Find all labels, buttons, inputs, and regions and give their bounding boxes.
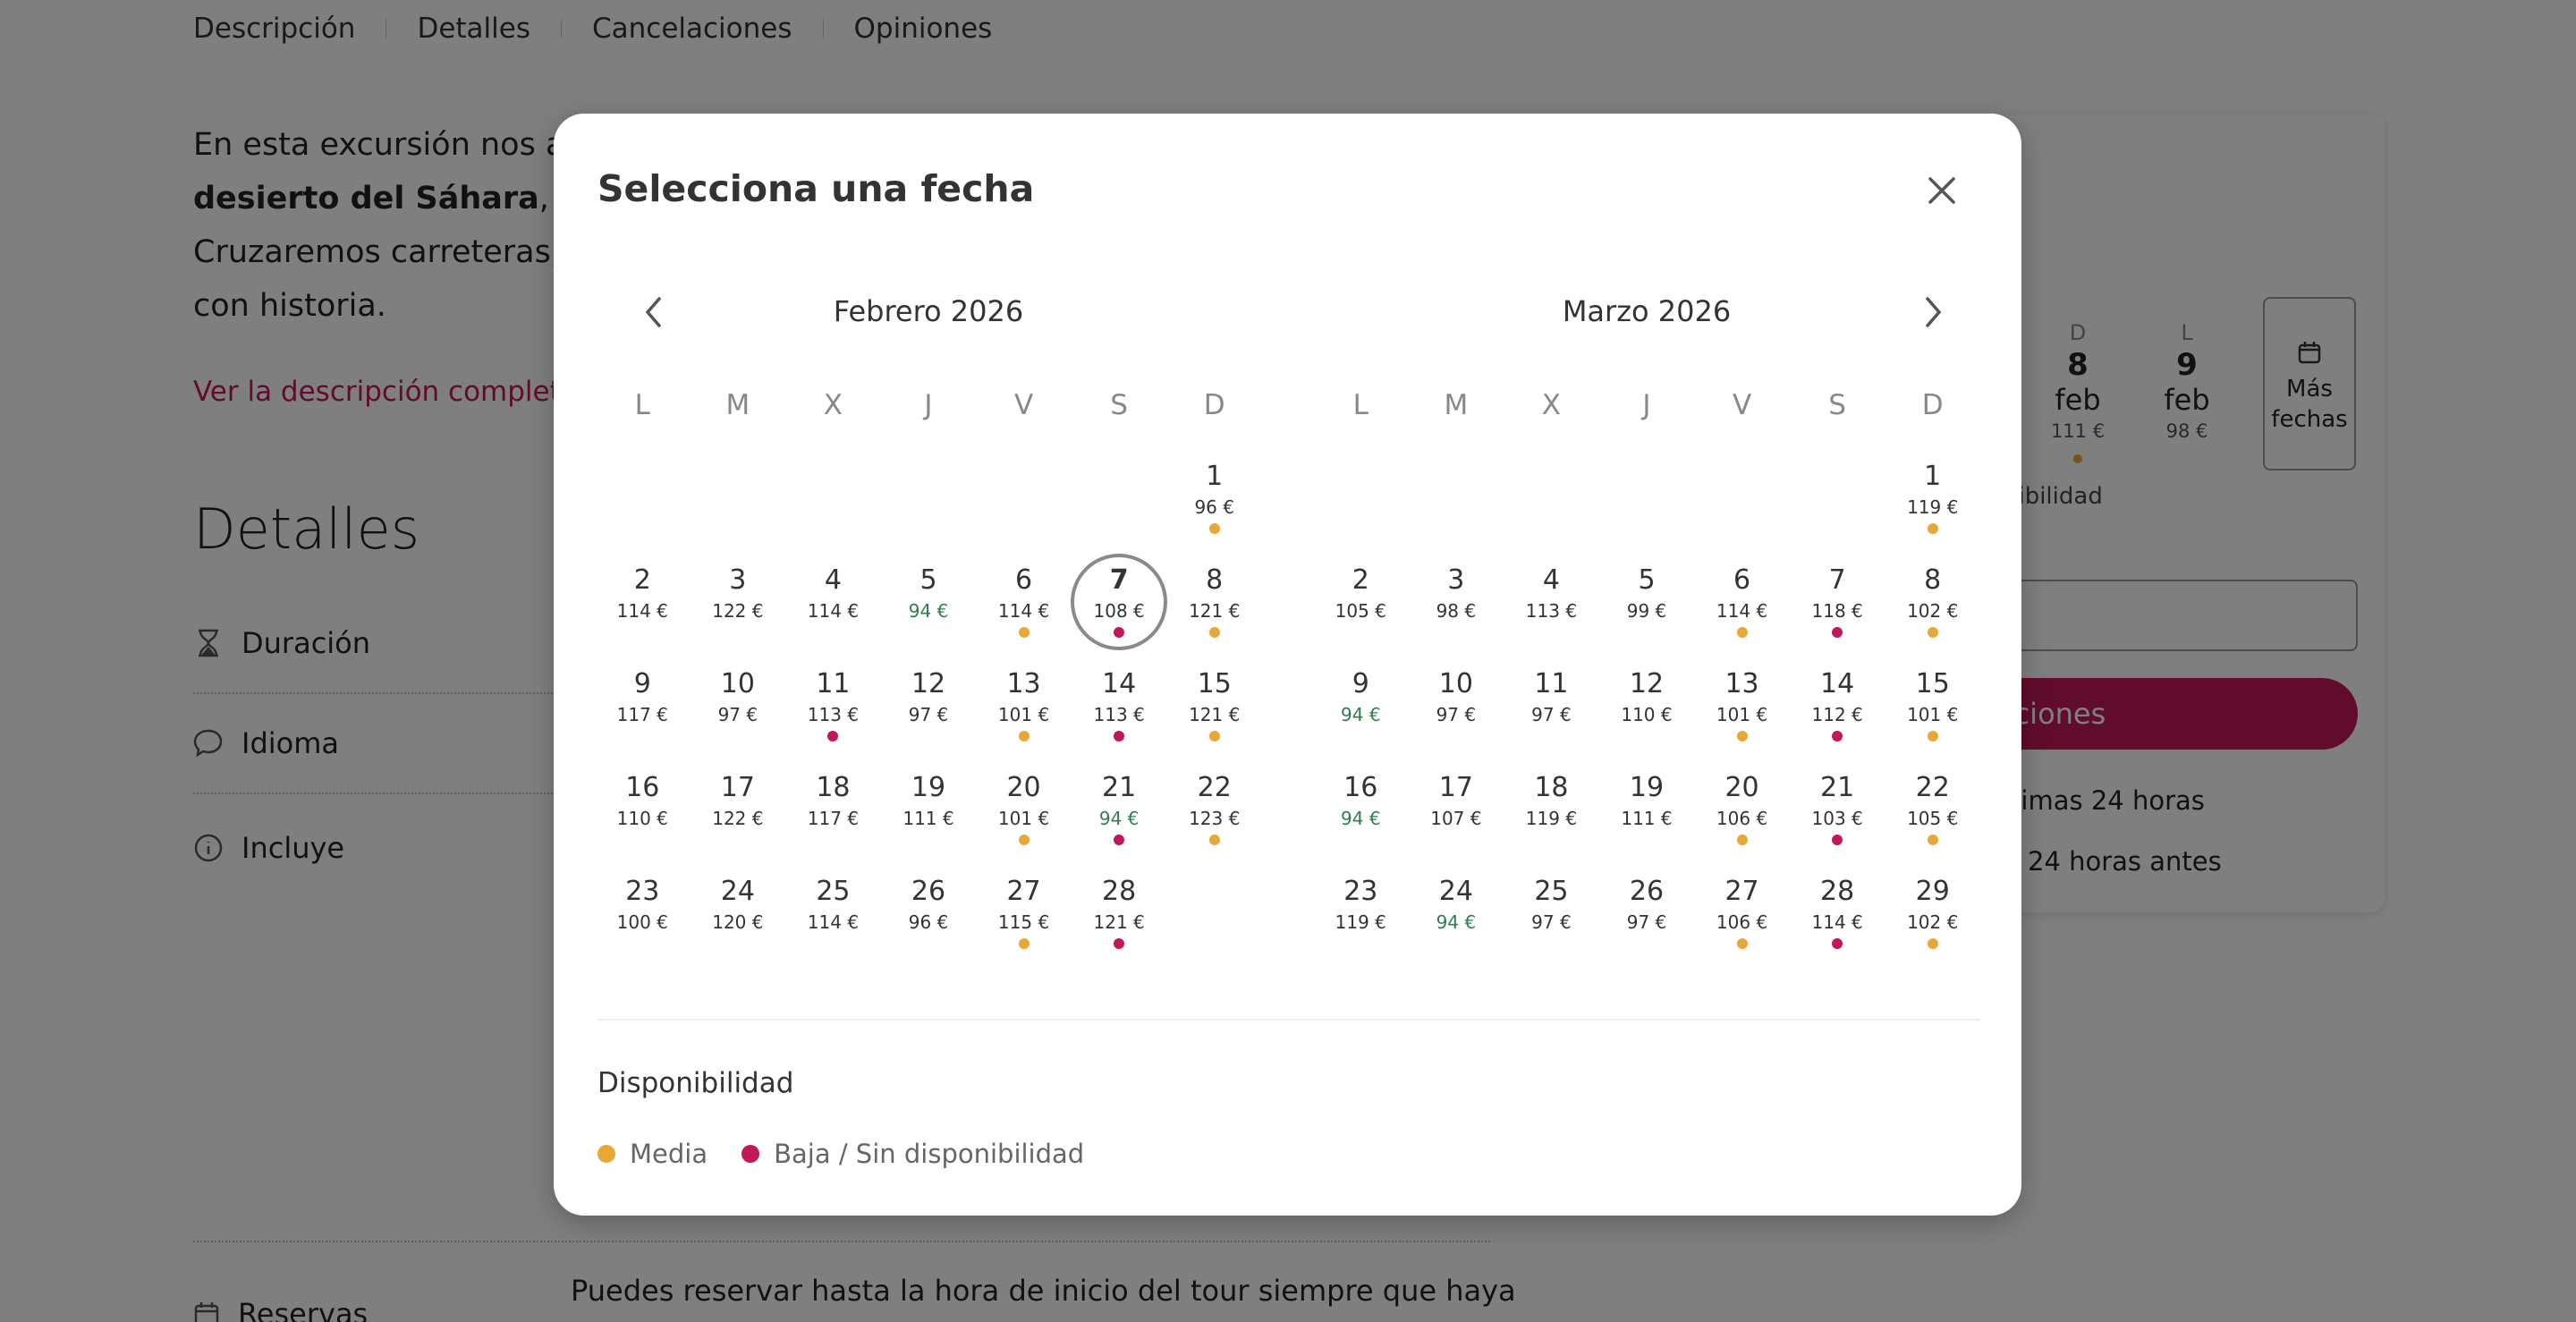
weekday-label: V <box>1013 389 1034 421</box>
day-number: 10 <box>720 668 755 699</box>
empty-cell <box>1072 461 1167 564</box>
day-number: 22 <box>1915 772 1950 803</box>
day-number: 12 <box>1629 668 1665 699</box>
day-number: 13 <box>1006 668 1041 699</box>
day-price: 101 € <box>997 704 1050 725</box>
day-number: 16 <box>1343 772 1378 803</box>
empty-cell <box>1694 461 1790 564</box>
availability-dot-icon <box>1928 731 1938 742</box>
availability-dot-icon <box>1832 627 1843 638</box>
day-cell[interactable] <box>785 876 881 979</box>
day-number: 13 <box>1724 668 1759 699</box>
day-price: 113 € <box>807 704 860 725</box>
day-cell[interactable] <box>1166 564 1262 668</box>
day-cell[interactable] <box>881 772 977 876</box>
day-number: 14 <box>1102 668 1137 699</box>
day-number: 27 <box>1006 876 1041 907</box>
day-price: 122 € <box>712 600 764 622</box>
day-price: 94 € <box>1341 704 1381 725</box>
day-price: 119 € <box>1907 496 1959 518</box>
day-price: 123 € <box>1189 808 1241 829</box>
day-price: 114 € <box>997 600 1050 622</box>
day-number: 25 <box>1534 876 1569 907</box>
day-number: 17 <box>720 772 755 803</box>
day-number: 26 <box>911 876 946 907</box>
day-number: 26 <box>1629 876 1665 907</box>
day-price: 121 € <box>1093 911 1145 933</box>
day-cell[interactable] <box>1599 772 1695 876</box>
weekday-label: V <box>1732 389 1752 421</box>
day-number: 21 <box>1820 772 1855 803</box>
day-number: 1 <box>1924 461 1942 492</box>
weekday-label: L <box>634 389 650 421</box>
availability-dot-icon <box>1832 938 1843 949</box>
day-cell[interactable] <box>1599 668 1695 772</box>
day-cell[interactable] <box>785 772 881 876</box>
day-cell[interactable] <box>881 876 977 979</box>
day-price: 101 € <box>1716 704 1768 725</box>
legend-item-baja <box>741 1139 1084 1169</box>
empty-cell <box>785 461 881 564</box>
weekday-label: D <box>1921 389 1944 421</box>
availability-dot-icon <box>1019 731 1030 742</box>
day-number: 18 <box>1534 772 1569 803</box>
legend-item-media <box>597 1139 708 1169</box>
availability-dot-icon <box>1928 627 1938 638</box>
availability-dot-icon <box>1114 938 1124 949</box>
day-grid <box>595 461 1262 979</box>
day-price: 97 € <box>908 704 949 725</box>
day-cell[interactable] <box>1313 564 1409 668</box>
day-cell[interactable] <box>785 564 881 668</box>
day-price: 102 € <box>1907 911 1959 933</box>
day-cell[interactable] <box>595 876 691 979</box>
availability-dot-icon <box>1019 835 1030 845</box>
day-price: 97 € <box>1531 911 1572 933</box>
availability-dot-icon <box>1114 835 1124 845</box>
day-price: 97 € <box>1626 911 1667 933</box>
day-number: 2 <box>1352 564 1369 596</box>
day-price: 115 € <box>997 911 1050 933</box>
day-cell[interactable] <box>1313 668 1409 772</box>
day-number: 11 <box>1534 668 1569 699</box>
day-cell[interactable] <box>595 668 691 772</box>
availability-dot-icon <box>1832 731 1843 742</box>
day-cell[interactable] <box>1504 876 1599 979</box>
day-price: 114 € <box>1716 600 1768 622</box>
day-price: 94 € <box>1098 808 1140 829</box>
day-number: 14 <box>1820 668 1855 699</box>
availability-dot-icon <box>1114 731 1124 742</box>
dot-icon <box>741 1145 759 1163</box>
weekday-label: S <box>1828 389 1846 421</box>
weekday-label: M <box>1444 389 1469 421</box>
day-cell[interactable] <box>881 564 977 668</box>
weekday-header <box>595 389 1262 421</box>
day-number: 19 <box>911 772 946 803</box>
day-cell[interactable] <box>1790 668 1885 772</box>
day-cell[interactable] <box>976 668 1072 772</box>
day-price: 98 € <box>1436 600 1477 622</box>
day-number: 23 <box>1343 876 1378 907</box>
day-price: 117 € <box>616 704 668 725</box>
day-number: 21 <box>1102 772 1137 803</box>
weekday-label: X <box>1541 389 1562 421</box>
day-cell[interactable] <box>1694 772 1790 876</box>
date-picker-modal <box>554 114 2021 1216</box>
day-number: 15 <box>1197 668 1232 699</box>
day-number: 20 <box>1006 772 1041 803</box>
day-price: 99 € <box>1626 600 1667 622</box>
day-number: 28 <box>1820 876 1855 907</box>
day-number: 5 <box>919 564 937 596</box>
availability-dot-icon <box>1209 731 1220 742</box>
day-price: 102 € <box>1907 600 1959 622</box>
day-number: 18 <box>816 772 851 803</box>
empty-cell <box>1409 461 1504 564</box>
day-price: 122 € <box>712 808 764 829</box>
day-price: 101 € <box>1907 704 1959 725</box>
day-number: 8 <box>1206 564 1224 596</box>
day-cell[interactable] <box>1694 876 1790 979</box>
day-price: 121 € <box>1189 600 1241 622</box>
day-cell[interactable] <box>1166 772 1262 876</box>
close-icon <box>1927 175 1957 206</box>
day-price: 103 € <box>1811 808 1863 829</box>
day-number: 7 <box>1828 564 1846 596</box>
availability-dot-icon <box>1019 627 1030 638</box>
day-price: 120 € <box>712 911 764 933</box>
day-cell[interactable] <box>1409 668 1504 772</box>
empty-cell <box>595 461 691 564</box>
day-number: 4 <box>1542 564 1560 596</box>
legend-label: Baja / Sin disponibilidad <box>774 1139 1085 1169</box>
day-price: 94 € <box>908 600 949 622</box>
day-cell-selected[interactable] <box>1072 564 1167 668</box>
day-grid <box>1313 461 1980 979</box>
day-price: 100 € <box>616 911 668 933</box>
day-number: 3 <box>1447 564 1465 596</box>
day-number: 3 <box>729 564 747 596</box>
day-number: 28 <box>1102 876 1137 907</box>
day-number: 25 <box>816 876 851 907</box>
day-cell[interactable] <box>1790 876 1885 979</box>
weekday-label: J <box>924 389 933 421</box>
day-number: 11 <box>816 668 851 699</box>
availability-legend <box>597 1139 1118 1169</box>
day-number: 9 <box>633 668 651 699</box>
day-cell[interactable] <box>1790 772 1885 876</box>
day-price: 114 € <box>616 600 668 622</box>
day-price: 94 € <box>1341 808 1381 829</box>
day-cell[interactable] <box>1885 772 1980 876</box>
day-price: 96 € <box>1194 496 1234 518</box>
day-cell[interactable] <box>1072 668 1167 772</box>
day-cell[interactable] <box>1694 564 1790 668</box>
day-number: 10 <box>1438 668 1473 699</box>
day-cell[interactable] <box>1599 876 1695 979</box>
day-number: 2 <box>633 564 651 596</box>
day-price: 97 € <box>1531 704 1572 725</box>
day-cell[interactable] <box>785 668 881 772</box>
day-price: 112 € <box>1811 704 1863 725</box>
day-price: 113 € <box>1093 704 1145 725</box>
empty-cell <box>691 461 786 564</box>
day-cell[interactable] <box>1072 772 1167 876</box>
day-cell[interactable] <box>1504 564 1599 668</box>
day-cell[interactable] <box>1885 461 1980 564</box>
day-cell[interactable] <box>1885 668 1980 772</box>
weekday-label: D <box>1203 389 1225 421</box>
day-cell[interactable] <box>976 564 1072 668</box>
weekday-label: L <box>1352 389 1368 421</box>
availability-dot-icon <box>1737 835 1748 845</box>
availability-dot-icon <box>1737 731 1748 742</box>
legend-title: Disponibilidad <box>597 1067 794 1099</box>
close-button[interactable] <box>1919 167 1965 214</box>
availability-dot-icon <box>1209 523 1220 534</box>
day-cell[interactable] <box>976 772 1072 876</box>
day-cell[interactable] <box>1694 668 1790 772</box>
month-title: Marzo 2026 <box>1562 294 1732 328</box>
day-number: 19 <box>1629 772 1665 803</box>
day-number: 6 <box>1015 564 1033 596</box>
weekday-label: X <box>823 389 843 421</box>
day-cell[interactable] <box>1409 772 1504 876</box>
day-price: 94 € <box>1436 911 1477 933</box>
day-price: 114 € <box>1811 911 1863 933</box>
day-cell[interactable] <box>1504 772 1599 876</box>
empty-cell <box>1313 461 1409 564</box>
availability-dot-icon <box>1209 835 1220 845</box>
day-cell[interactable] <box>1409 564 1504 668</box>
day-price: 106 € <box>1716 808 1768 829</box>
availability-dot-icon <box>1737 627 1748 638</box>
day-cell[interactable] <box>691 564 786 668</box>
day-cell[interactable] <box>1504 668 1599 772</box>
day-number: 5 <box>1638 564 1656 596</box>
day-cell[interactable] <box>1072 876 1167 979</box>
day-cell[interactable] <box>1790 564 1885 668</box>
availability-dot-icon <box>1928 523 1938 534</box>
weekday-label: M <box>725 389 750 421</box>
day-cell[interactable] <box>691 668 786 772</box>
day-cell[interactable] <box>976 876 1072 979</box>
day-number: 12 <box>911 668 946 699</box>
day-cell[interactable] <box>1166 461 1262 564</box>
weekday-label: J <box>1642 389 1651 421</box>
day-price: 119 € <box>1525 808 1578 829</box>
day-number: 24 <box>720 876 755 907</box>
empty-cell <box>1599 461 1695 564</box>
availability-dot-icon <box>1928 835 1938 845</box>
dot-icon <box>597 1145 615 1163</box>
day-number: 17 <box>1438 772 1473 803</box>
day-number: 8 <box>1924 564 1942 596</box>
day-price: 105 € <box>1335 600 1386 622</box>
day-number: 20 <box>1724 772 1759 803</box>
availability-dot-icon <box>1019 938 1030 949</box>
empty-cell <box>881 461 977 564</box>
day-price: 105 € <box>1907 808 1959 829</box>
day-price: 111 € <box>902 808 954 829</box>
weekday-label: S <box>1110 389 1128 421</box>
day-number: 16 <box>625 772 660 803</box>
day-cell[interactable] <box>691 772 786 876</box>
day-number: 23 <box>625 876 660 907</box>
modal-title: Selecciona una fecha <box>597 167 1035 210</box>
month-title: Febrero 2026 <box>833 294 1024 328</box>
day-price: 121 € <box>1189 704 1241 725</box>
day-price: 113 € <box>1525 600 1578 622</box>
weekday-header <box>1313 389 1980 421</box>
day-cell[interactable] <box>1599 564 1695 668</box>
empty-cell <box>1504 461 1599 564</box>
day-cell[interactable] <box>595 772 691 876</box>
empty-cell <box>976 461 1072 564</box>
day-cell[interactable] <box>1885 876 1980 979</box>
availability-dot-icon <box>827 731 838 742</box>
day-price: 110 € <box>1621 704 1673 725</box>
availability-dot-icon <box>1928 938 1938 949</box>
divider <box>597 1019 1980 1021</box>
day-cell[interactable] <box>1409 876 1504 979</box>
day-price: 114 € <box>807 911 860 933</box>
day-price: 106 € <box>1716 911 1768 933</box>
availability-dot-icon <box>1832 835 1843 845</box>
day-number: 22 <box>1197 772 1232 803</box>
day-price: 96 € <box>908 911 949 933</box>
day-cell[interactable] <box>1885 564 1980 668</box>
day-price: 101 € <box>997 808 1050 829</box>
day-price: 110 € <box>616 808 668 829</box>
day-cell[interactable] <box>1166 668 1262 772</box>
day-price: 108 € <box>1093 600 1145 622</box>
day-price: 118 € <box>1811 600 1863 622</box>
day-price: 111 € <box>1621 808 1673 829</box>
day-number: 24 <box>1438 876 1473 907</box>
day-cell[interactable] <box>595 564 691 668</box>
day-number: 7 <box>1109 564 1129 596</box>
availability-dot-icon <box>1209 627 1220 638</box>
day-number: 15 <box>1915 668 1950 699</box>
day-cell[interactable] <box>1313 772 1409 876</box>
day-price: 117 € <box>807 808 860 829</box>
day-price: 114 € <box>807 600 860 622</box>
day-price: 107 € <box>1430 808 1482 829</box>
empty-cell <box>1790 461 1885 564</box>
day-price: 97 € <box>717 704 758 725</box>
day-price: 97 € <box>1436 704 1477 725</box>
day-number: 1 <box>1206 461 1224 492</box>
day-cell[interactable] <box>1313 876 1409 979</box>
day-number: 27 <box>1724 876 1759 907</box>
day-cell[interactable] <box>691 876 786 979</box>
day-number: 9 <box>1352 668 1369 699</box>
day-number: 6 <box>1733 564 1751 596</box>
day-number: 4 <box>824 564 842 596</box>
day-cell[interactable] <box>881 668 977 772</box>
availability-dot-icon <box>1737 938 1748 949</box>
day-number: 29 <box>1915 876 1950 907</box>
availability-dot-icon <box>1114 627 1124 638</box>
legend-label: Media <box>630 1139 708 1169</box>
day-price: 119 € <box>1335 911 1386 933</box>
